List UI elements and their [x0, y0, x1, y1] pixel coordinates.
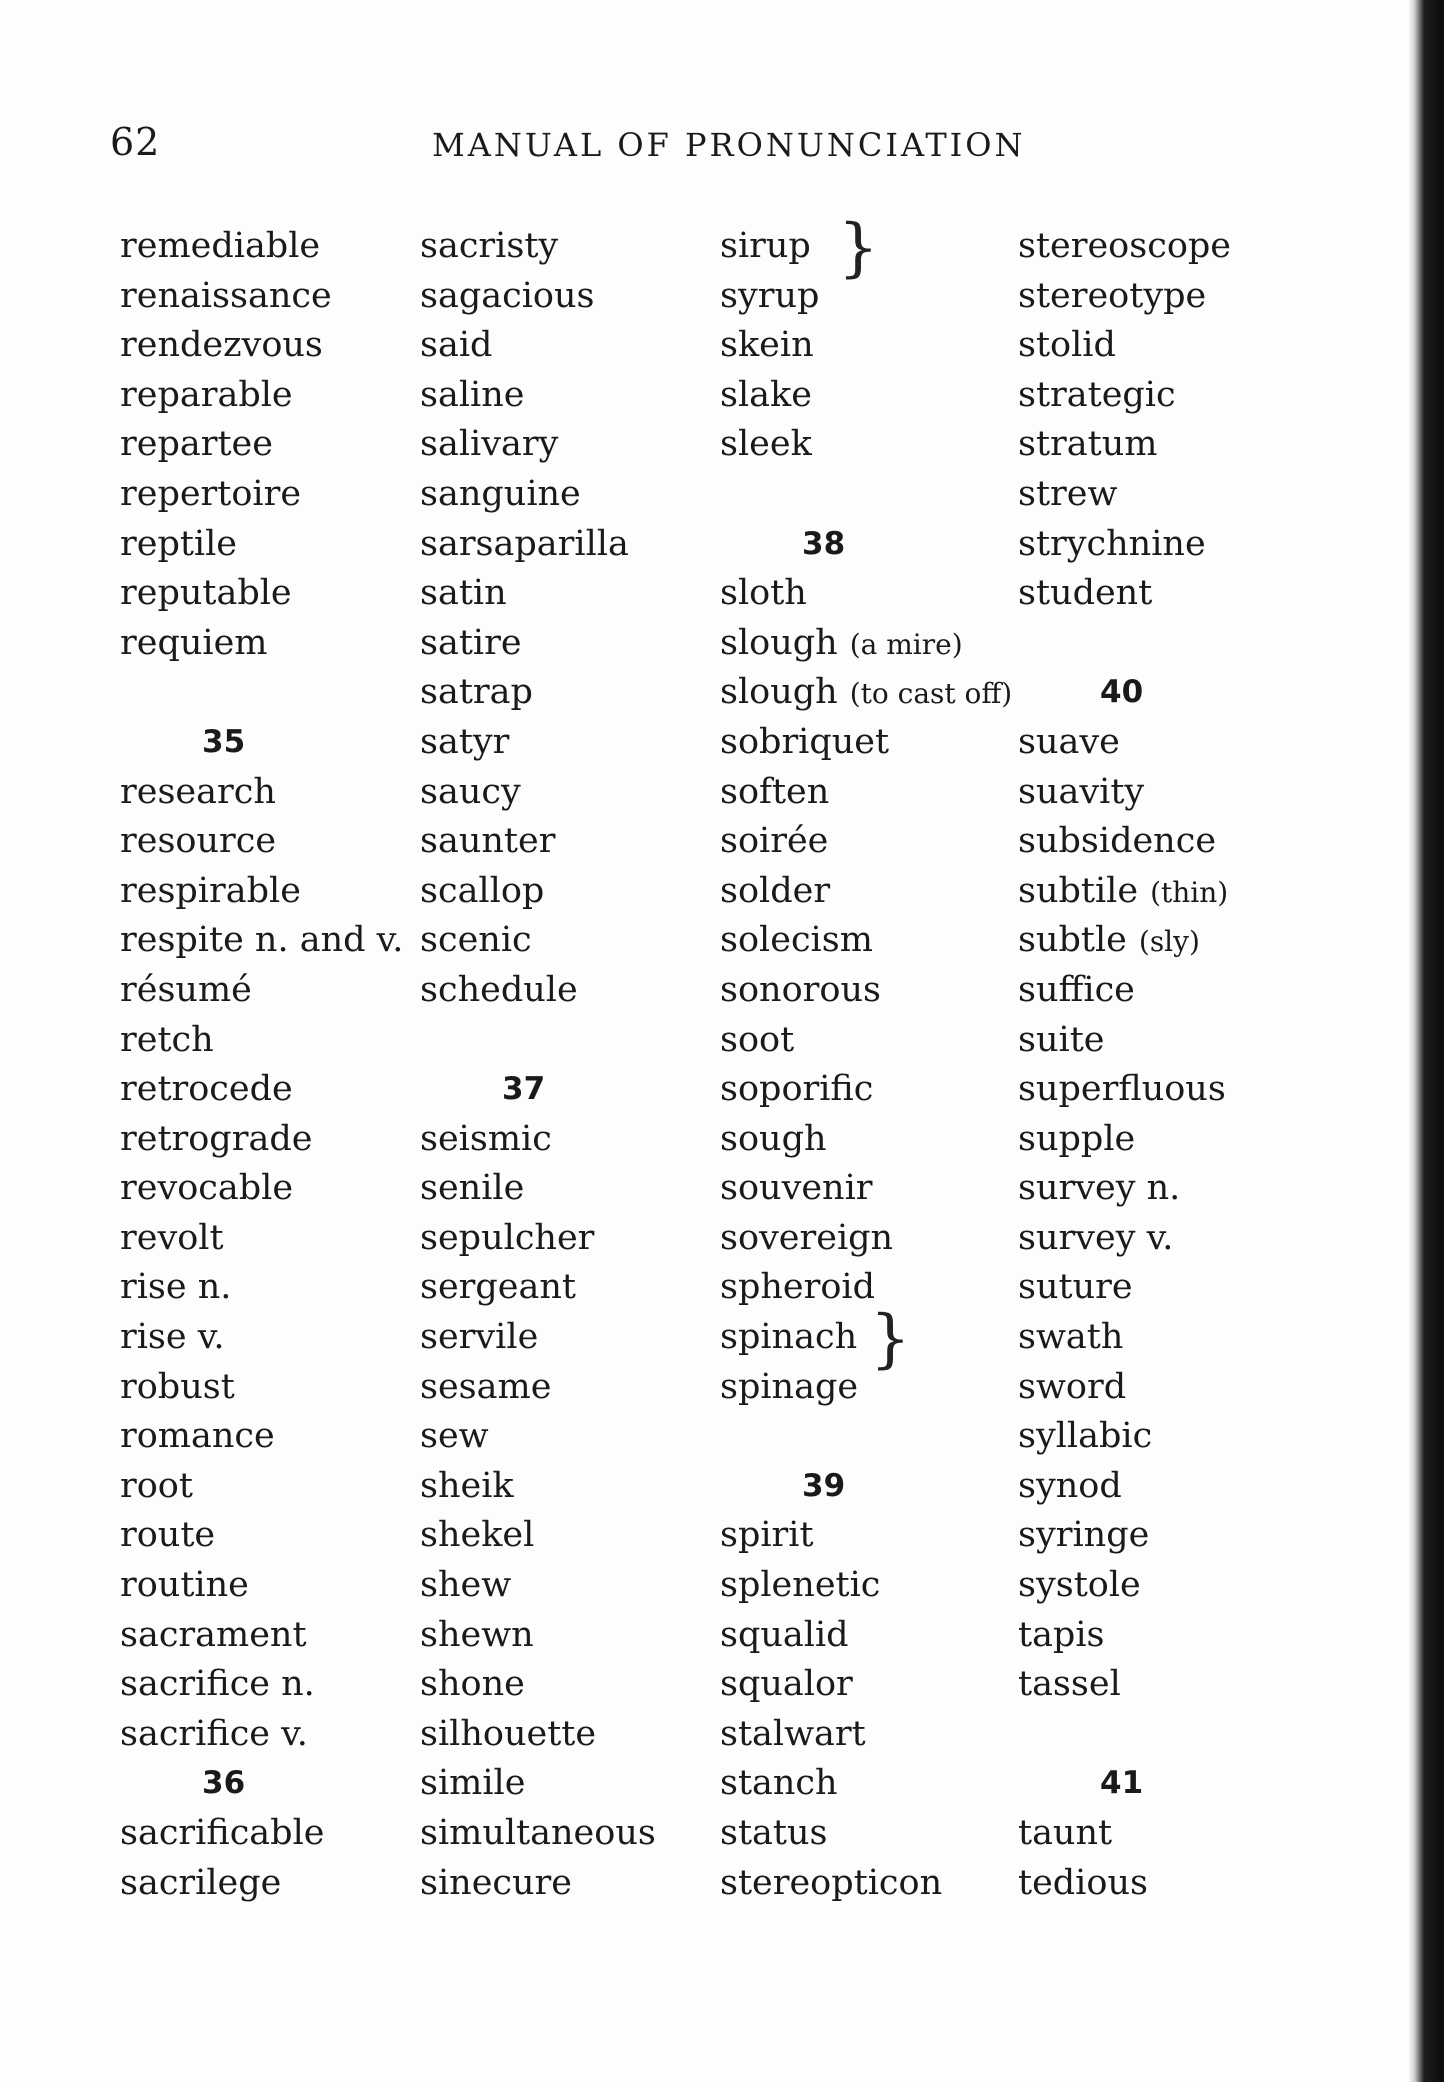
word-entry: [1018, 1214, 1348, 1264]
blank-row: [120, 668, 450, 718]
brace-icon: }: [838, 211, 879, 285]
word-entry: [420, 1611, 750, 1661]
word-entry: [420, 1412, 750, 1462]
word-text: squalid: [720, 1614, 849, 1655]
word-text: synod: [1018, 1465, 1122, 1506]
word-entry: [420, 1313, 750, 1363]
word-text: rendezvous: [120, 325, 323, 366]
word-entry: [420, 321, 750, 371]
section-number: 35: [202, 723, 246, 760]
word-text: saline: [420, 374, 525, 415]
word-text: satire: [420, 622, 522, 663]
word-text: saucy: [420, 771, 521, 812]
word-entry: [120, 1214, 450, 1264]
word-text: retch: [120, 1019, 214, 1060]
blank-row: [1018, 619, 1348, 669]
word-text: routine: [120, 1565, 249, 1606]
word-entry: [420, 1462, 750, 1512]
word-entry: [1018, 371, 1348, 421]
word-entry: [420, 1561, 750, 1611]
word-text: subtle: [1018, 920, 1127, 961]
word-text: suture: [1018, 1267, 1133, 1308]
word-entry: [720, 1561, 1050, 1611]
word-text: satrap: [420, 672, 533, 713]
word-text: simultaneous: [420, 1813, 656, 1853]
word-text: spheroid: [720, 1267, 876, 1308]
word-text: rise n.: [120, 1267, 232, 1308]
word-entry: [420, 1660, 750, 1710]
word-entry: [720, 867, 1050, 917]
word-text: scallop: [420, 870, 545, 911]
word-note: (to cast off): [849, 677, 1013, 711]
word-text: sacrilege: [120, 1862, 282, 1903]
word-text: strychnine: [1018, 523, 1206, 564]
word-text: retrocede: [120, 1069, 293, 1110]
word-text: sheik: [420, 1465, 514, 1506]
word-text: skein: [720, 325, 814, 366]
brace-icon: }: [870, 1302, 911, 1376]
word-note: (thin): [1150, 875, 1229, 909]
word-entry: [720, 668, 1050, 718]
word-text: stereoscope: [1018, 226, 1232, 266]
word-entry: [120, 1313, 450, 1363]
word-text: senile: [420, 1168, 525, 1209]
word-entry: [120, 420, 450, 470]
word-text: reptile: [120, 523, 238, 564]
word-text: sobriquet: [720, 721, 890, 762]
word-text: reputable: [120, 573, 292, 614]
word-entry: [1018, 1412, 1348, 1462]
word-text: stolid: [1018, 325, 1116, 366]
word-text: sanguine: [420, 473, 581, 514]
word-entry: [720, 222, 1050, 272]
word-entry: [1018, 420, 1348, 470]
word-text: soften: [720, 771, 830, 812]
word-text: splenetic: [720, 1565, 881, 1606]
word-text: solder: [720, 870, 831, 911]
word-text: subtile: [1018, 870, 1139, 911]
word-text: sleek: [720, 424, 812, 465]
word-text: sacristy: [420, 226, 559, 266]
word-entry: [1018, 817, 1348, 867]
word-entry: [420, 916, 750, 966]
word-entry: [120, 520, 450, 570]
word-entry: [1018, 1660, 1348, 1710]
word-text: shew: [420, 1565, 512, 1606]
word-text: sough: [720, 1118, 827, 1159]
word-entry: [720, 1511, 1050, 1561]
word-text: supple: [1018, 1118, 1136, 1159]
word-text: sacrifice n.: [120, 1664, 315, 1705]
word-entry: [1018, 1511, 1348, 1561]
word-entry: [420, 1759, 750, 1809]
word-text: survey v.: [1018, 1217, 1174, 1258]
section-number: 40: [1100, 674, 1144, 711]
word-entry: [120, 1363, 450, 1413]
word-column-3: [720, 211, 1050, 1908]
section-number: 36: [202, 1765, 246, 1802]
word-entry: [420, 520, 750, 570]
word-entry: [120, 1263, 450, 1313]
word-text: robust: [120, 1366, 235, 1407]
word-entry: [420, 668, 750, 718]
word-entry: [720, 916, 1050, 966]
word-text: syringe: [1018, 1515, 1150, 1556]
section-number: 41: [1100, 1765, 1144, 1802]
word-text: saunter: [420, 821, 556, 862]
word-text: suave: [1018, 721, 1120, 762]
word-entry: [1018, 1115, 1348, 1165]
word-entry: [120, 916, 450, 966]
word-entry: [1018, 768, 1348, 818]
word-text: swath: [1018, 1317, 1124, 1358]
word-entry: [420, 222, 750, 272]
word-text: sergeant: [420, 1267, 576, 1308]
word-entry: [420, 1710, 750, 1760]
word-text: sacrifice v.: [120, 1713, 308, 1754]
word-text: survey n.: [1018, 1168, 1181, 1209]
word-text: syrup: [720, 275, 820, 316]
word-entry: [420, 817, 750, 867]
word-text: stereotype: [1018, 275, 1207, 316]
word-text: route: [120, 1515, 216, 1556]
word-text: silhouette: [420, 1713, 597, 1754]
word-entry: [1018, 569, 1348, 619]
word-entry: [720, 619, 1050, 669]
word-text: strategic: [1018, 374, 1176, 415]
word-text: slough: [720, 622, 838, 663]
word-text: research: [120, 771, 276, 812]
word-note: (sly): [1138, 925, 1200, 959]
word-entry: [120, 817, 450, 867]
word-entry: [420, 470, 750, 520]
word-text: sew: [420, 1416, 489, 1457]
word-text: sword: [1018, 1366, 1127, 1407]
word-text: renaissance: [120, 275, 332, 316]
word-entry: [720, 1660, 1050, 1710]
word-text: subsidence: [1018, 821, 1217, 862]
blank-row: [420, 1016, 750, 1066]
word-entry: [1018, 1016, 1348, 1066]
word-entry: [420, 569, 750, 619]
word-text: remediable: [120, 226, 321, 266]
word-entry: [120, 1511, 450, 1561]
word-entry: [120, 966, 450, 1016]
word-entry: [720, 569, 1050, 619]
word-entry: [720, 1611, 1050, 1661]
word-text: sarsaparilla: [420, 523, 629, 564]
word-text: sepulcher: [420, 1217, 595, 1258]
word-text: spirit: [720, 1515, 814, 1556]
word-text: superfluous: [1018, 1069, 1226, 1110]
word-entry: [720, 1759, 1050, 1809]
word-entry: [720, 1164, 1050, 1214]
word-entry: [1018, 272, 1348, 322]
word-text: respirable: [120, 870, 301, 911]
word-text: romance: [120, 1416, 275, 1457]
word-entry: [120, 1016, 450, 1066]
word-text: sagacious: [420, 275, 595, 316]
word-entry: [720, 817, 1050, 867]
word-entry: [1018, 1164, 1348, 1214]
word-entry: [120, 222, 450, 272]
word-text: satyr: [420, 721, 510, 762]
word-entry: [720, 768, 1050, 818]
word-entry: [1018, 1859, 1348, 1909]
section-number: 39: [802, 1467, 846, 1504]
word-text: revolt: [120, 1217, 224, 1258]
word-entry: [120, 1115, 450, 1165]
word-text: suite: [1018, 1019, 1105, 1060]
word-entry: [120, 1561, 450, 1611]
word-entry: [1018, 867, 1348, 917]
word-text: solecism: [720, 920, 873, 961]
word-entry: [420, 1809, 750, 1859]
word-entry: [720, 1859, 1050, 1909]
word-text: resource: [120, 821, 277, 862]
word-entry: [1018, 916, 1348, 966]
word-text: sloth: [720, 573, 807, 614]
word-entry: [120, 272, 450, 322]
word-entry: [120, 768, 450, 818]
word-text: salivary: [420, 424, 559, 465]
word-text: revocable: [120, 1168, 294, 1209]
word-entry: [720, 420, 1050, 470]
word-entry: [120, 1462, 450, 1512]
word-text: soot: [720, 1019, 795, 1060]
word-entry: [420, 420, 750, 470]
word-note: (a mire): [849, 627, 963, 661]
word-text: suavity: [1018, 771, 1145, 812]
word-entry: [120, 1412, 450, 1462]
word-text: root: [120, 1465, 193, 1506]
word-entry: [1018, 470, 1348, 520]
word-entry: [120, 1164, 450, 1214]
word-text: sinecure: [420, 1862, 572, 1903]
word-entry: [120, 321, 450, 371]
word-text: systole: [1018, 1565, 1141, 1606]
word-text: squalor: [720, 1664, 853, 1705]
word-entry: [420, 1263, 750, 1313]
word-entry: [1018, 966, 1348, 1016]
word-entry: [120, 867, 450, 917]
word-column-4: [1018, 222, 1348, 1908]
word-entry: [720, 1016, 1050, 1066]
word-text: reparable: [120, 374, 293, 415]
word-entry: [120, 1660, 450, 1710]
word-entry: [1018, 1561, 1348, 1611]
blank-row: [1018, 1710, 1348, 1760]
word-entry: [720, 1313, 1050, 1363]
word-entry: [420, 867, 750, 917]
word-text: slough: [720, 672, 838, 713]
word-entry: [1018, 222, 1348, 272]
word-entry: [720, 1115, 1050, 1165]
word-entry: [720, 1263, 1050, 1313]
word-text: stratum: [1018, 424, 1158, 465]
word-entry: [420, 1164, 750, 1214]
word-text: sacrificable: [120, 1813, 325, 1853]
word-entry: [120, 470, 450, 520]
word-entry: [120, 1809, 450, 1859]
word-entry: [420, 272, 750, 322]
word-entry: [420, 1363, 750, 1413]
word-text: schedule: [420, 969, 578, 1010]
word-entry: [1018, 1611, 1348, 1661]
word-text: simile: [420, 1763, 526, 1804]
word-entry: [1018, 1263, 1348, 1313]
word-entry: [1018, 718, 1348, 768]
word-entry: [120, 1859, 450, 1909]
word-entry: [120, 371, 450, 421]
page-number: 62: [110, 120, 161, 164]
word-text: soirée: [720, 821, 829, 862]
word-entry: [1018, 520, 1348, 570]
word-entry: [720, 1065, 1050, 1115]
word-entry: [1018, 1065, 1348, 1115]
word-text: taunt: [1018, 1813, 1113, 1853]
word-text: seismic: [420, 1118, 552, 1159]
word-text: stalwart: [720, 1713, 866, 1754]
word-entry: [120, 1710, 450, 1760]
word-text: tedious: [1018, 1862, 1148, 1903]
word-text: shewn: [420, 1614, 534, 1655]
word-entry: [1018, 1809, 1348, 1859]
word-entry: [1018, 321, 1348, 371]
word-text: souvenir: [720, 1168, 873, 1209]
word-entry: [420, 1511, 750, 1561]
word-text: status: [720, 1813, 828, 1853]
word-entry: [420, 619, 750, 669]
word-entry: [420, 966, 750, 1016]
word-text: tapis: [1018, 1614, 1105, 1655]
word-text: servile: [420, 1317, 539, 1358]
blank-row: [720, 470, 1050, 520]
word-text: sacrament: [120, 1614, 307, 1655]
word-entry: [720, 371, 1050, 421]
word-text: respite n. and v.: [120, 920, 404, 961]
word-text: stereopticon: [720, 1862, 943, 1903]
word-column-1: [120, 222, 450, 1908]
word-text: student: [1018, 573, 1153, 614]
running-title: MANUAL OF PRONUNCIATION: [432, 126, 1026, 164]
word-column-2: [420, 222, 750, 1908]
page-edge-shadow: [1408, 0, 1444, 2082]
word-entry: [120, 1611, 450, 1661]
word-text: rise v.: [120, 1317, 225, 1358]
word-entry: [1018, 1462, 1348, 1512]
word-entry: [720, 1710, 1050, 1760]
word-entry: [420, 1115, 750, 1165]
word-text: slake: [720, 374, 812, 415]
word-text: spinage: [720, 1366, 859, 1407]
word-entry: [120, 619, 450, 669]
word-text: sonorous: [720, 969, 881, 1010]
word-entry: [420, 371, 750, 421]
word-text: soporific: [720, 1069, 874, 1110]
section-number: 38: [802, 525, 846, 562]
word-entry: [720, 1214, 1050, 1264]
word-text: sesame: [420, 1366, 552, 1407]
word-text: shekel: [420, 1515, 535, 1556]
word-text: stanch: [720, 1763, 838, 1804]
word-text: shone: [420, 1664, 525, 1705]
word-entry: [420, 1214, 750, 1264]
word-text: requiem: [120, 622, 268, 663]
word-text: sirup: [720, 226, 811, 266]
word-entry: [420, 1859, 750, 1909]
word-text: sovereign: [720, 1217, 894, 1258]
word-entry: [120, 1065, 450, 1115]
word-entry: [720, 718, 1050, 768]
word-entry: [720, 1363, 1050, 1413]
word-entry: [1018, 1363, 1348, 1413]
word-text: spinach: [720, 1317, 858, 1358]
word-text: syllabic: [1018, 1416, 1153, 1457]
word-entry: [420, 718, 750, 768]
word-text: retrograde: [120, 1118, 313, 1159]
word-text: strew: [1018, 473, 1118, 514]
word-entry: [720, 272, 1050, 322]
word-text: résumé: [120, 969, 252, 1010]
word-text: suffice: [1018, 969, 1135, 1010]
word-text: repertoire: [120, 473, 302, 514]
word-entry: [720, 321, 1050, 371]
word-entry: [1018, 1313, 1348, 1363]
blank-row: [720, 1412, 1050, 1462]
word-text: said: [420, 325, 493, 366]
word-entry: [720, 966, 1050, 1016]
word-text: tassel: [1018, 1664, 1121, 1705]
word-entry: [420, 768, 750, 818]
word-entry: [120, 569, 450, 619]
section-number: 37: [502, 1071, 546, 1108]
word-text: satin: [420, 573, 507, 614]
word-entry: [720, 1809, 1050, 1859]
word-text: repartee: [120, 424, 273, 465]
word-text: scenic: [420, 920, 532, 961]
